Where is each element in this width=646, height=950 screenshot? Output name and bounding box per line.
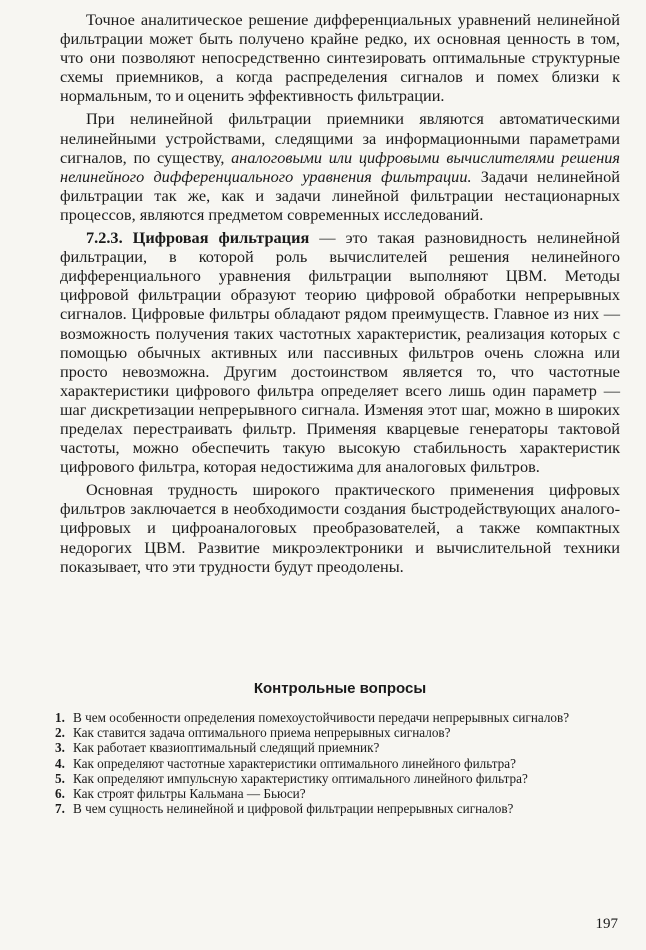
section-heading: 7.2.3. Цифровая фильтрация (86, 228, 310, 248)
question-text: Как строят фильтры Кальмана — Бьюси? (73, 786, 306, 802)
questions-list (55, 710, 620, 816)
page-number: 197 (595, 916, 618, 932)
paragraph-3-text: — это такая разновидность нелинейной фильтрации, в которой роль вычислителей решения нелинейного дифференциального уравнения фильтрации выполняют ЦВМ. Методы цифровой фильтрации образуют теорию цифровой обработки непрерывных сигналов. Цифровые фильтры обладают рядом преимуществ. Главное из них — возможность получения таких частотных характеристик, реализация которых с помощью обычных активных или пассивных фильтров очень сложна или просто невозможна. Другим достоинством является то, что частотные характеристики цифрового фильтра определяет всего лишь один параметр — шаг дискретизации непрерывного сигнала. Изменяя этот шаг, можно в широких пределах перестраивать фильтр. Применяя кварцевые генераторы тактовой частоты, можно обеспечить такую высокую стабильность характеристик цифрового фильтра, которая недостижима для аналоговых фильтров. (60, 228, 620, 477)
question-number: 5. (55, 770, 65, 786)
question-text: Как определяют частотные характеристики оптимального линейного фильтра? (73, 755, 516, 771)
question-text: Как работает квазиоптимальный следящий приемник? (73, 740, 380, 756)
list-item (55, 801, 620, 816)
list-item (55, 786, 620, 801)
question-text: В чем особенности определения помехоустойчивости передачи непрерывных сигналов? (73, 710, 570, 725)
paragraph-2-start: При нелинейной фильтрации приемники являются автоматическими нелинейными устройствами, следящими за информационными параметрами сигналов, по существу, (60, 109, 620, 167)
question-text: Как ставится задача оптимального приема непрерывных сигналов? (73, 725, 451, 741)
question-text: Как определяют импульсную характеристику оптимального линейного фильтра? (73, 770, 528, 786)
questions-title: Контрольные вопросы (253, 680, 427, 697)
question-number: 4. (55, 755, 65, 771)
list-item (55, 725, 620, 740)
question-number: 6. (55, 786, 65, 802)
list-item (55, 756, 620, 771)
question-number: 2. (55, 725, 65, 741)
question-number: 7. (55, 801, 65, 817)
question-number: 1. (55, 710, 65, 725)
paragraph-4: Основная трудность широкого практического применения цифровых фильтров заключается в необходимости создания быстродействующих аналого-цифровых и цифроаналоговых преобразователей, а также компактных недорогих ЦВМ. Развитие микроэлектроники и вычислительной техники показывает, что эти трудности будут преодолены. (60, 480, 620, 576)
paragraph-1: Точное аналитическое решение дифференциальных уравнений нелинейной фильтрации может быть получено крайне редко, их основная ценность в том, что они позволяют непосредственно синтезировать оптимальные структурные схемы приемников, а когда распределения сигналов и помех близки к нормальным, то и оценить эффективность фильтрации. (60, 10, 620, 106)
body-text (60, 10, 620, 576)
list-item (55, 771, 620, 786)
paragraph-2 (60, 109, 620, 224)
paragraph-3 (60, 228, 620, 476)
paragraph-2-emphasis: аналоговыми или цифровыми вычислителями решения нелинейного дифференциального уравнения фильтрации. (60, 147, 620, 186)
question-text: В чем сущность нелинейной и цифровой фильтрации непрерывных сигналов? (73, 801, 514, 817)
question-number: 3. (55, 740, 65, 756)
list-item (55, 740, 620, 755)
paragraph-2-end: Задачи нелинейной фильтрации так же, как и задачи линейной фильтрации нестационарных процессов, являются предметом современных исследований. (60, 166, 620, 224)
list-item (55, 710, 620, 725)
